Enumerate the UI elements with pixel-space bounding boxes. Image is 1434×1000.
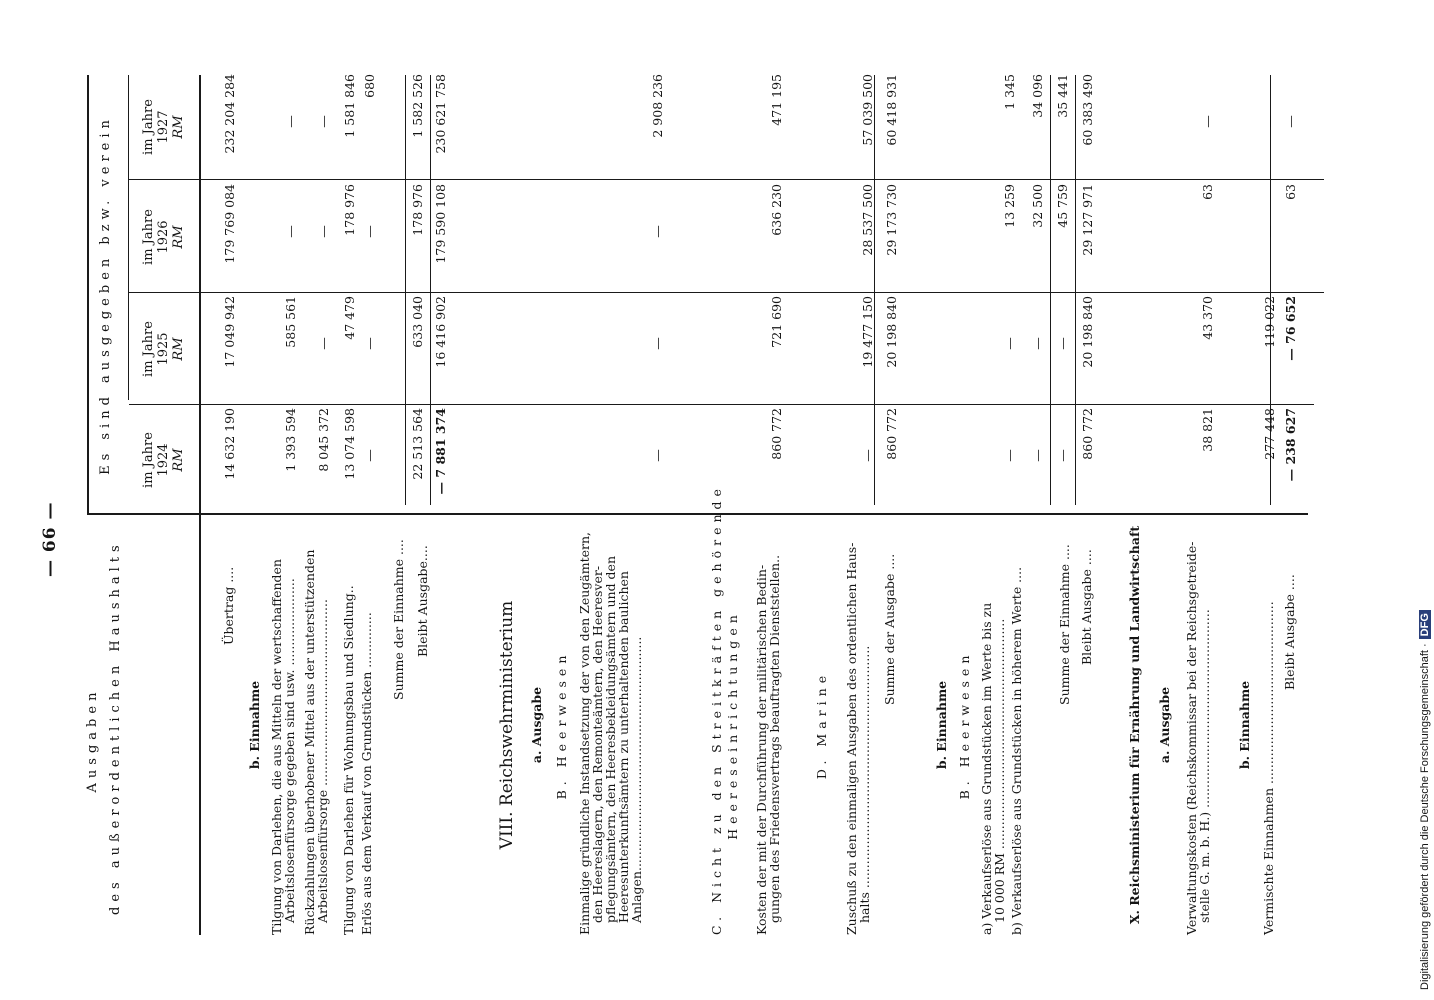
cell-tilgung-darlehen-1926: —	[283, 225, 298, 238]
cell-rueckzahlungen-1924: 8 045 372	[316, 408, 331, 472]
cell-bleibt-ausgabe1-1924: — 7 881 374	[433, 408, 448, 495]
col-divider-1925	[129, 292, 1324, 293]
heading-einnahme-b2: b. Einnahme	[934, 680, 949, 770]
row-zuschuss-label: Zuschuß zu den einmaligen Ausgaben des ordentlichen Haus- halts .............................................................	[844, 542, 872, 935]
row-verkauf-b-label: b) Verkaufserlöse aus Grundstücken in höherem Werte ....	[1009, 566, 1024, 935]
row-uebertrag-label: Übertrag ....	[221, 566, 236, 645]
cell-zuschuss-1924: —	[860, 449, 875, 462]
cell-rueckzahlungen-1927: —	[316, 115, 331, 128]
cell-verkauf-b-1927: 34 096	[1030, 74, 1045, 118]
heading-ausgabe-a2: a. Ausgabe	[1157, 686, 1172, 764]
row-summe-ausgabe-label: Summe der Ausgabe ....	[882, 553, 897, 705]
cell-kosten-vertrag-1926: 636 230	[769, 184, 784, 236]
cell-kosten-vertrag-1924: 860 772	[769, 408, 784, 460]
row-erloes-label: Erlös aus dem Verkauf von Grundstücken ..............	[359, 612, 374, 935]
row-tilgung-darlehen-label: Tilgung von Darlehen, die aus Mitteln der wertschaffenden Arbeitslosenfürsorge gegeben sind usw. ......................	[269, 559, 297, 935]
cell-bleibt-ausgabe2-1925: 20 198 840	[1080, 296, 1095, 368]
cell-einmalige-1927: 2 908 236	[650, 74, 665, 138]
cell-zuschuss-1925: 19 477 150	[860, 296, 875, 368]
cell-bleibt-ausgabe3-1925: — 76 652	[1283, 296, 1298, 361]
heading-einnahme-b3: b. Einnahme	[1237, 680, 1252, 770]
col-divider-1926	[129, 179, 1324, 180]
cell-einmalige-1926: —	[650, 225, 665, 238]
cell-vermischte-1925: 119 022	[1262, 296, 1277, 348]
cell-kosten-vertrag-1925: 721 690	[769, 296, 784, 348]
cell-verkauf-b-1924: —	[1030, 449, 1045, 462]
cell-erloes-1926: —	[362, 225, 377, 238]
cell-bleibt-ausgabe1-1926: 179 590 108	[433, 184, 448, 264]
heading-marine-d: D. Marine	[814, 670, 829, 780]
heading-heerwesen-b: B. Heerwesen	[554, 650, 569, 800]
cell-summe-einnahme1-1927: 1 582 526	[410, 74, 425, 138]
rule-top-right	[87, 75, 89, 515]
cell-summe-einnahme1-1925: 633 040	[410, 296, 425, 348]
cell-verkauf-a-1926: 13 259	[1002, 184, 1017, 228]
cell-summe-ausgabe-1927: 60 418 931	[884, 74, 899, 146]
cell-summe-einnahme2-1925: —	[1055, 337, 1070, 350]
heading-heerwesen-b2: B. Heerwesen	[957, 650, 972, 800]
cell-summe-ausgabe-1926: 29 173 730	[884, 184, 899, 256]
section-viii-heading: VIII. Reichswehrministerium	[497, 600, 517, 850]
year-header-1924: im Jahre 1924 RM	[141, 432, 186, 488]
row-summe-einnahme2-label: Summe der Einnahme ....	[1057, 544, 1072, 705]
heading-ausgabe-a: a. Ausgabe	[529, 686, 544, 764]
cell-uebertrag-1925: 17 049 942	[222, 296, 237, 368]
year-header-1926: im Jahre 1926 RM	[141, 209, 186, 265]
cell-vermischte-1924: 277 448	[1262, 408, 1277, 460]
cell-bleibt-ausgabe1-1925: 16 416 902	[433, 296, 448, 368]
cell-erloes-1924: —	[362, 449, 377, 462]
cell-tilgung-wohnungsbau-1926: 178 976	[342, 184, 357, 236]
year-header-1927: im Jahre 1927 RM	[141, 99, 186, 155]
left-column-title: Ausgaben des außerordentlichen Haushalts	[85, 540, 123, 915]
cell-bleibt-ausgabe2-1924: 860 772	[1080, 408, 1095, 460]
row-rueckzahlungen-label: Rückzahlungen überhobener Mittel aus der unterstützenden Arbeitslosenfürsorge ...............................................	[302, 549, 330, 935]
cell-verkauf-a-1927: 1 345	[1002, 74, 1017, 110]
cell-summe-ausgabe-1925: 20 198 840	[884, 296, 899, 368]
cell-verkauf-b-1925: —	[1030, 337, 1045, 350]
row-einmalige-label: Einmalige gründliche Instandsetzung der von den Zeugämtern, den Heereslagern, den Remonteämtern, den Heeresver- pflegungsämtern, den Heeresbekleidungsämtern und den Heeresunterkunftsämtern zu unterhaltenden baulichen Anlagen...........................................................	[577, 531, 644, 935]
year-banner: Es sind ausgegeben bzw. verein	[98, 115, 113, 475]
cell-uebertrag-1924: 14 632 190	[222, 408, 237, 480]
rule-header-bottom	[199, 75, 201, 935]
cell-tilgung-darlehen-1927: —	[283, 115, 298, 128]
sum-rule-1	[405, 75, 406, 505]
section-x-heading: X. Reichsministerium für Ernährung und Landwirtschaft	[1127, 525, 1142, 925]
cell-tilgung-wohnungsbau-1927: 1 581 846	[342, 74, 357, 138]
sum-rule-5	[1075, 75, 1076, 505]
col-divider-label	[88, 513, 1308, 515]
cell-erloes-1927: 680	[362, 74, 377, 98]
sum-rule-2	[430, 75, 431, 505]
cell-tilgung-wohnungsbau-1925: 47 479	[342, 296, 357, 340]
row-tilgung-wohnungsbau-label: Tilgung von Darlehen für Wohnungsbau und Siedlung..	[341, 585, 356, 935]
cell-tilgung-darlehen-1924: 1 393 594	[283, 408, 298, 472]
cell-zuschuss-1927: 57 039 500	[860, 74, 875, 146]
cell-uebertrag-1926: 179 769 084	[222, 184, 237, 264]
cell-verwaltungskosten-1924: 38 821	[1200, 408, 1215, 452]
cell-summe-einnahme1-1924: 22 513 564	[410, 408, 425, 480]
rule-banner	[128, 75, 129, 400]
row-kosten-vertrag-label: Kosten der mit der Durchführung der militärischen Bedin- gungen des Friedensvertrags beauftragten Dienststellen..	[754, 554, 782, 935]
cell-verkauf-a-1925: —	[1002, 337, 1017, 350]
page-number: — 66 —	[40, 501, 60, 577]
dfg-credit-text: Digitalisierung gefördert durch die Deutsche Forschungsgemeinschaft ·	[1419, 643, 1431, 990]
cell-rueckzahlungen-1925: —	[316, 337, 331, 350]
cell-bleibt-ausgabe2-1927: 60 383 490	[1080, 74, 1095, 146]
cell-bleibt-ausgabe3-1927: —	[1283, 115, 1298, 128]
row-verwaltungskosten-label: Verwaltungskosten (Reichskommissar bei der Reichsgetreide- stelle G. m. b. H.) ..................................................	[1184, 541, 1212, 935]
cell-vermischte-1927: —	[1262, 115, 1277, 128]
sum-rule-4	[1050, 75, 1051, 505]
row-vermischte-label: Vermischte Einnahmen ..............................................	[1261, 601, 1276, 935]
year-header-1925: im Jahre 1925 RM	[141, 321, 186, 377]
cell-verwaltungskosten-1925: 43 370	[1200, 296, 1215, 340]
cell-einmalige-1925: —	[650, 337, 665, 350]
cell-bleibt-ausgabe3-1926: 63	[1283, 184, 1298, 200]
section-c-heading: C. Nicht zu den Streitkräften gehörende Heereseinrichtungen	[709, 484, 740, 935]
cell-bleibt-ausgabe1-1927: 230 621 758	[433, 74, 448, 154]
cell-zuschuss-1926: 28 537 500	[860, 184, 875, 256]
row-bleibt-ausgabe3-label: Bleibt Ausgabe ....	[1282, 574, 1297, 690]
cell-rueckzahlungen-1926: —	[316, 225, 331, 238]
cell-verwaltungskosten-1927: —	[1200, 115, 1215, 128]
cell-tilgung-wohnungsbau-1924: 13 074 598	[342, 408, 357, 480]
cell-vermischte-1926: —	[1262, 225, 1277, 238]
cell-verkauf-a-1924: —	[1002, 449, 1017, 462]
cell-verkauf-b-1926: 32 500	[1030, 184, 1045, 228]
cell-summe-einnahme2-1924: —	[1055, 449, 1070, 462]
row-bleibt-ausgabe1-label: Bleibt Ausgabe....	[415, 545, 430, 657]
cell-einmalige-1924: —	[650, 449, 665, 462]
row-summe-einnahme1-label: Summe der Einnahme ....	[391, 539, 406, 700]
heading-einnahme-b: b. Einnahme	[247, 680, 262, 770]
dfg-credit	[1419, 5, 1431, 990]
cell-kosten-vertrag-1927: 471 195	[769, 74, 784, 126]
cell-bleibt-ausgabe3-1924: — 238 627	[1283, 408, 1298, 482]
cell-uebertrag-1927: 232 204 284	[222, 74, 237, 154]
cell-verwaltungskosten-1926: 63	[1200, 184, 1215, 200]
cell-summe-ausgabe-1924: 860 772	[884, 408, 899, 460]
dfg-logo-badge: DFG	[1419, 610, 1431, 639]
col-divider-1924	[129, 404, 1314, 405]
cell-erloes-1925: —	[362, 337, 377, 350]
row-verkauf-a-label: a) Verkaufserlöse aus Grundstücken im Werte bis zu 10 000 RM ..........................................................	[979, 602, 1007, 935]
cell-summe-einnahme2-1927: 35 441	[1055, 74, 1070, 118]
cell-summe-einnahme1-1926: 178 976	[410, 184, 425, 236]
cell-bleibt-ausgabe2-1926: 29 127 971	[1080, 184, 1095, 256]
cell-summe-einnahme2-1926: 45 759	[1055, 184, 1070, 228]
cell-tilgung-darlehen-1925: 585 561	[283, 296, 298, 348]
row-bleibt-ausgabe2-label: Bleibt Ausgabe ....	[1079, 549, 1094, 665]
rotated-page	[0, 75, 1376, 975]
